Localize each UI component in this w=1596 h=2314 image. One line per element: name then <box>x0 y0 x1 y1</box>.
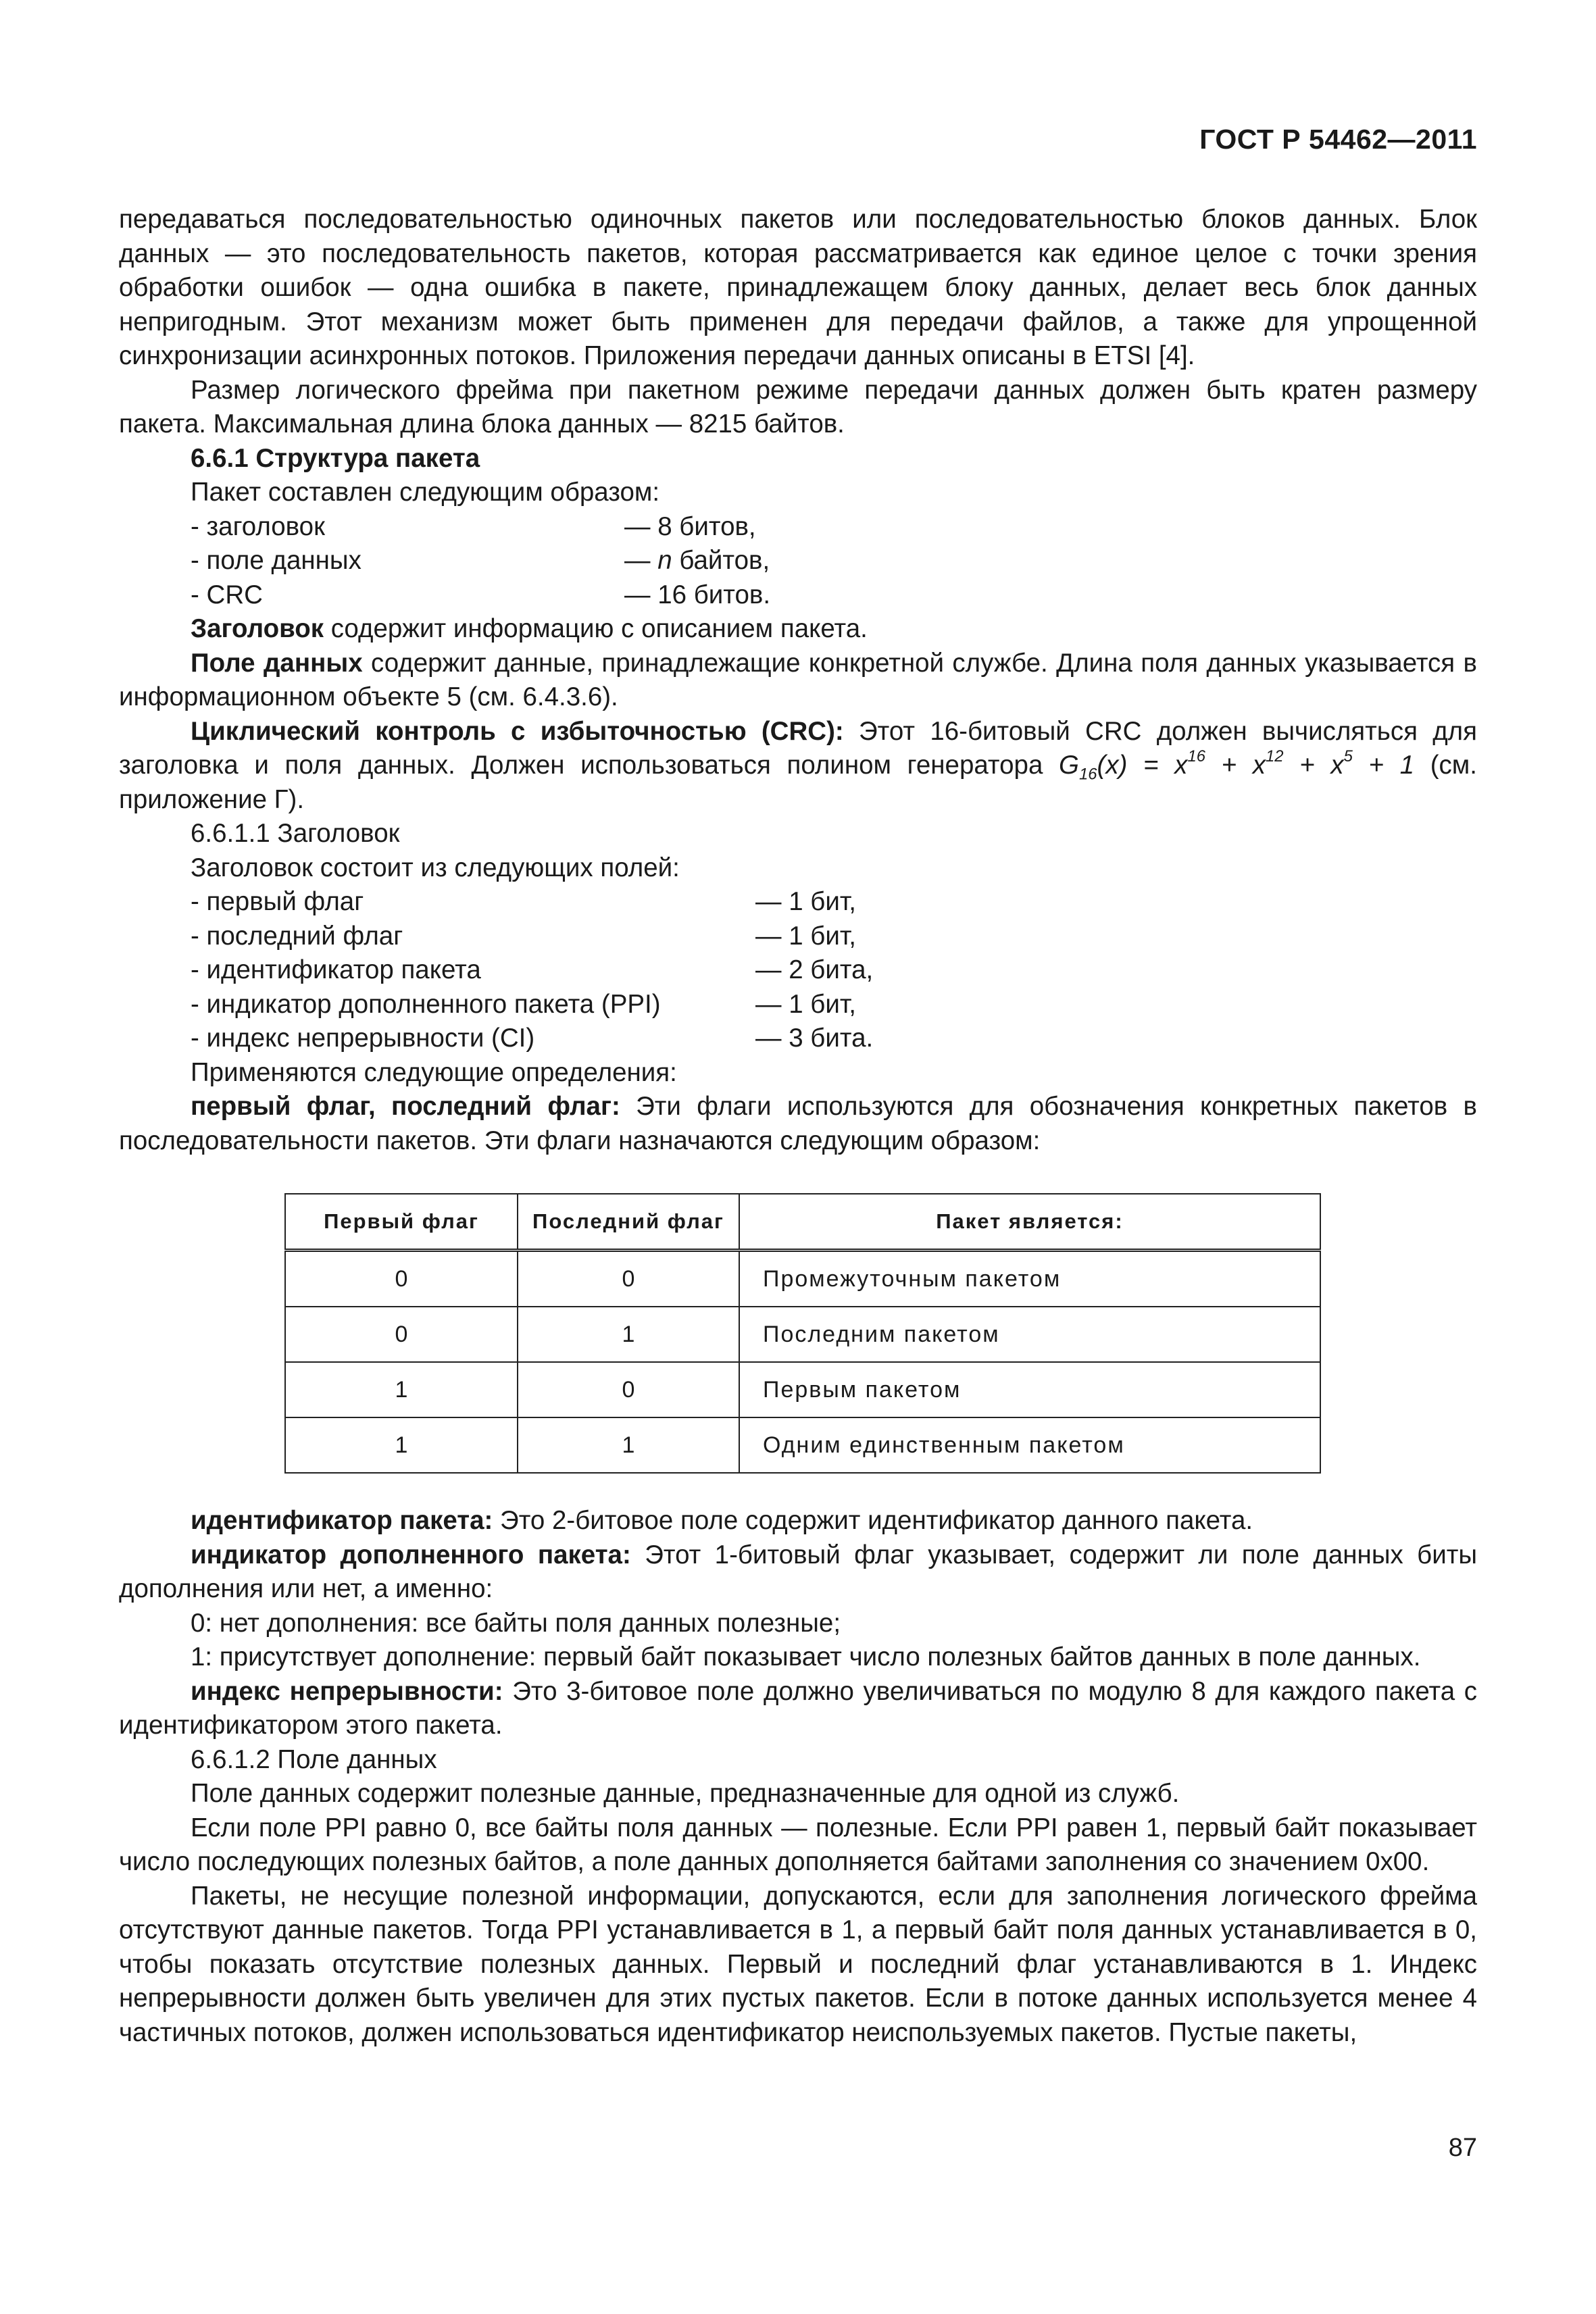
table-cell: 0 <box>285 1251 518 1307</box>
definition-flags: первый флаг, последний флаг: Эти флаги используются для обозначения конкретных пакетов в последовательности пакетов. Эти флаги назначаются следующим образом: <box>119 1092 1478 1155</box>
table-cell: Первым пакетом <box>739 1362 1320 1417</box>
ppi-value-0: 0: нет дополнения: все байты поля данных полезные; <box>191 1608 841 1638</box>
definition-ppi: индикатор дополненного пакета: Этот 1-битовый флаг указывает, содержит ли поле данных биты дополнения или нет, а именно: <box>119 1540 1478 1603</box>
packet-fields-list <box>119 510 1477 613</box>
ppi-value-1: 1: присутствует дополнение: первый байт показывает число полезных байтов данных в поле данных. <box>191 1642 1421 1671</box>
definition-header: Заголовок содержит информацию с описанием пакета. <box>191 614 868 643</box>
list-item: - поле данных — n байтов, <box>191 546 770 575</box>
document-id-header: ГОСТ Р 54462—2011 <box>1199 124 1477 155</box>
header-fields-list <box>119 885 1477 1056</box>
table-cell: 0 <box>285 1307 518 1362</box>
table-header-row <box>285 1194 1320 1251</box>
column-header: Пакет является: <box>739 1194 1320 1251</box>
section-title-6-6-1-1: 6.6.1.1 Заголовок <box>191 819 400 848</box>
list-item: - индекс непрерывности (CI) — 3 бита. <box>191 1024 874 1053</box>
column-header: Последний флаг <box>518 1194 739 1251</box>
crc-formula: $G_{16}(x) = x^{16} + x^{12} + x^5 + 1$ <box>1059 747 1415 784</box>
table-cell: 0 <box>518 1362 739 1417</box>
paragraph: Если поле PPI равно 0, все байты поля данных — полезные. Если PPI равен 1, первый байт показывает число последующих полезных байтов, а поле данных дополняется байтами заполнения со значением 0x00. <box>119 1813 1477 1876</box>
table-cell: 1 <box>518 1307 739 1362</box>
flags-table <box>284 1193 1321 1474</box>
paragraph: Заголовок состоит из следующих полей: <box>191 853 680 882</box>
list-item: - CRC — 16 битов. <box>191 580 771 609</box>
list-item: - последний флаг — 1 бит, <box>191 921 856 951</box>
table-row <box>285 1362 1320 1417</box>
list-item: - первый флаг — 1 бит, <box>191 887 856 916</box>
definition-ci: индекс непрерывности: Это 3-битовое поле должно увеличиваться по модулю 8 для каждого пакета с идентификатором этого пакета. <box>119 1676 1478 1740</box>
paragraph: Размер логического фрейма при пакетном режиме передачи данных должен быть кратен размеру пакета. Максимальная длина блока данных — 8215 байтов. <box>119 375 1477 438</box>
paragraph: Поле данных содержит полезные данные, предназначенные для одной из служб. <box>191 1779 1180 1808</box>
main-text-continued <box>119 1504 1477 2050</box>
list-item: - идентификатор пакета — 2 бита, <box>191 955 874 984</box>
paragraph: Пакет составлен следующим образом: <box>191 478 660 507</box>
table-cell: 1 <box>518 1417 739 1473</box>
definition-packet-id: идентификатор пакета: Это 2-битовое поле содержит идентификатор данного пакета. <box>191 1506 1253 1535</box>
section-title-6-6-1-2: 6.6.1.2 Поле данных <box>191 1744 437 1774</box>
table-cell: Промежуточным пакетом <box>739 1251 1320 1307</box>
table-row <box>285 1307 1320 1362</box>
table-cell: 1 <box>285 1417 518 1473</box>
table-row <box>285 1417 1320 1473</box>
main-text <box>119 203 1477 1158</box>
table-cell: 0 <box>518 1251 739 1307</box>
paragraph: Пакеты, не несущие полезной информации, допускаются, если для заполнения логического фрейма отсутствуют данные пакетов. Тогда PPI устанавливается в 1, а первый байт поля данных устанавливается в 0, чтобы показать отсутствие полезных данных. Первый и последний флаг устанавливаются в 1. Индекс непрерывности должен быть увеличен для этих пустых пакетов. Если в потоке данных используется менее 4 частичных потоков, должен использоваться идентификатор неиспользуемых пакетов. Пустые пакеты, <box>119 1881 1477 2047</box>
paragraph: Применяются следующие определения: <box>191 1057 677 1087</box>
column-header: Первый флаг <box>285 1194 518 1251</box>
table-cell: Последним пакетом <box>739 1307 1320 1362</box>
table-row <box>285 1251 1320 1307</box>
definition-data-field: Поле данных содержит данные, принадлежащие конкретной службе. Длина поля данных указывается в информационном объекте 5 (см. 6.4.3.6). <box>119 648 1477 711</box>
definition-crc: Циклический контроль с избыточностью (CRC): Этот 16-битовый CRC должен вычисляться для заголовка и поля данных. Должен использоваться полином генератора $G_{16}(x) = x^{16} + x^{12} + x^5 + 1$ (см. приложение Г). <box>119 716 1477 814</box>
paragraph: передаваться последовательностью одиночных пакетов или последовательностью блоков данных. Блок данных — это последовательность пакетов, которая рассматривается как единое целое с точки зрения обработки ошибок — одна ошибка в пакете, принадлежащем блоку данных, делает весь блок данных непригодным. Этот механизм может быть применен для передачи файлов, а также для упрощенной синхронизации асинхронных потоков. Приложения передачи данных описаны в ETSI [4]. <box>119 205 1477 370</box>
section-title-6-6-1: 6.6.1 Структура пакета <box>191 443 480 473</box>
list-item: - заголовок — 8 битов, <box>191 511 756 541</box>
page-number: 87 <box>1448 2134 1477 2162</box>
table-cell: 1 <box>285 1362 518 1417</box>
list-item: - индикатор дополненного пакета (PPI) — 1 бит, <box>191 989 856 1019</box>
table-cell: Одним единственным пакетом <box>739 1417 1320 1473</box>
